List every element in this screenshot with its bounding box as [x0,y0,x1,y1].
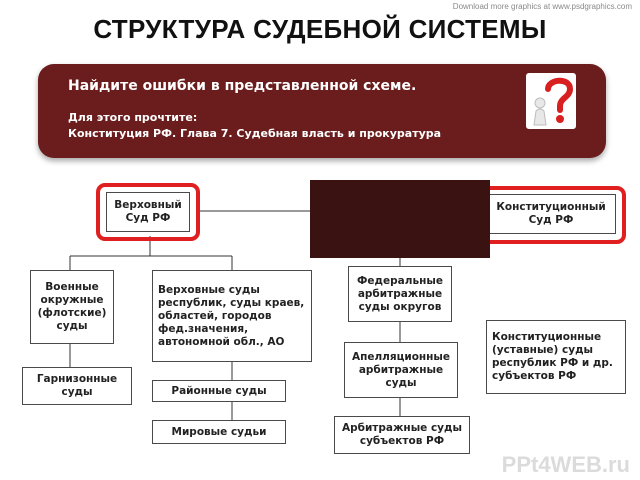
node-subject-arbitration-courts: Арбитражные суды субъектов РФ [334,416,470,454]
slide-title: СТРУКТУРА СУДЕБНОЙ СИСТЕМЫ [93,14,547,44]
task-instructions [68,110,441,142]
hidden-node-cover [310,180,490,258]
node-supreme-court: Верховный Суд РФ [106,192,190,232]
watermark-bottom: PPt4WEB.ru [501,452,630,477]
node-magistrates: Мировые судьи [152,420,286,444]
node-military-courts: Военные окружные (флотские) суды [30,270,114,344]
node-garrison-courts: Гарнизонные суды [22,367,132,405]
task-instructions-line2: Конституция РФ. Глава 7. Судебная власть и прокуратура [68,127,442,140]
task-heading: Найдите ошибки в представленной схеме. [68,78,417,94]
help-badge [526,73,576,129]
node-constitutional-court: Конституционный Суд РФ [486,194,616,234]
task-instructions-line1: Для этого прочтите: [68,111,198,124]
task-panel [38,64,606,158]
node-district-courts: Районные суды [152,380,286,402]
node-federal-arbitration-courts: Федеральные арбитражные суды округов [348,266,452,322]
watermark-top: Download more graphics at www.psdgraphics.com [452,2,632,11]
node-appeal-arbitration-courts: Апелляционные арбитражные суды [344,342,458,398]
question-mark-person-icon [526,73,576,129]
node-subject-constitutional-courts: Конституционные (уставные) суды республик РФ и др. субъектов РФ [486,320,626,394]
node-republic-courts: Верховные суды республик, суды краев, областей, городов фед.значения, автономной обл., АО [152,270,312,362]
